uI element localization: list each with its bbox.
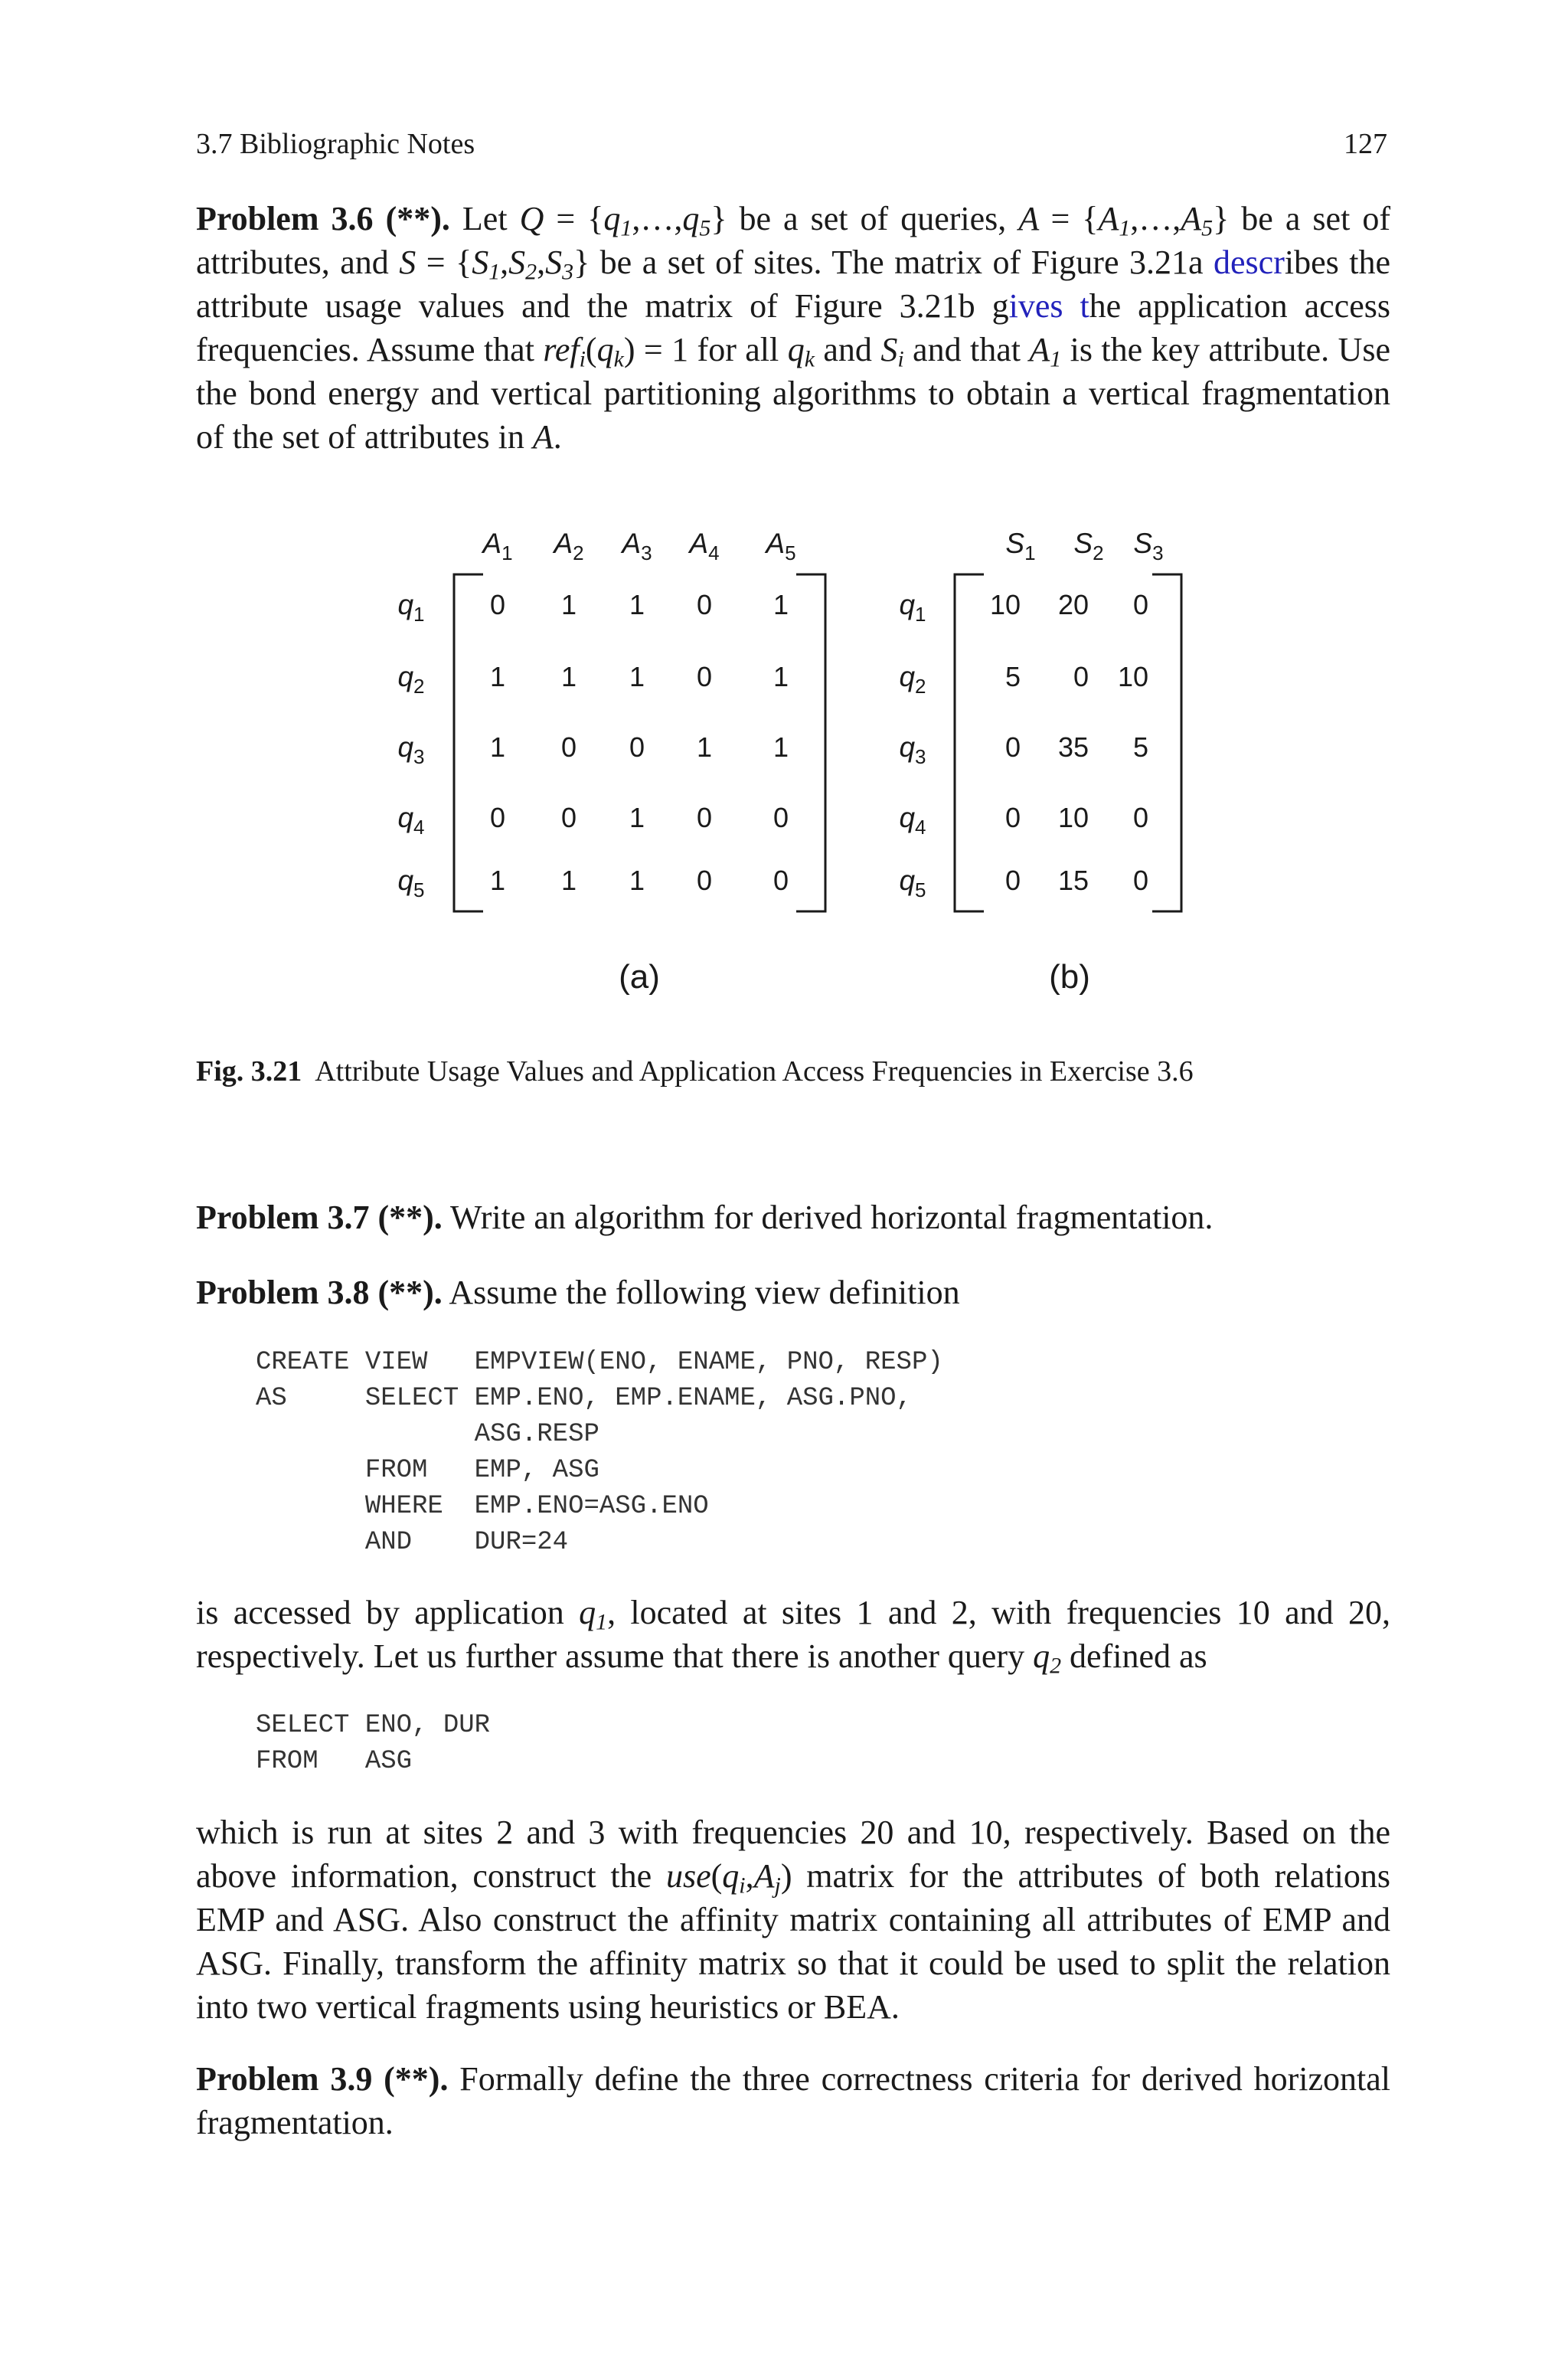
row-label: $q_2$ [397, 661, 425, 698]
matrix-bracket-left [454, 574, 483, 911]
matrix-cell: 0 [1132, 589, 1148, 620]
math-query-set: $Q = \{q_1,\dots,q_5\}$ [519, 200, 727, 241]
matrix-a [397, 528, 825, 996]
matrix-cell: 0 [489, 802, 506, 833]
section-title: 3.7 Bibliographic Notes [196, 128, 475, 160]
matrix-cell: 15 [1057, 865, 1089, 896]
matrix-cell: 1 [560, 865, 577, 896]
row-label: $q_1$ [397, 589, 425, 626]
matrix-cell: 0 [560, 802, 577, 833]
column-header: $A_1$ [482, 528, 513, 564]
figure-link-b[interactable]: ives t [1008, 287, 1089, 325]
matrix-bracket-right [796, 574, 825, 911]
row-label: $q_5$ [397, 865, 425, 901]
row-label: $q_2$ [899, 661, 926, 698]
column-header: $A_5$ [766, 528, 796, 564]
matrix-cell: 0 [560, 731, 577, 763]
code-view-definition: CREATE VIEW EMPVIEW(ENO, ENAME, PNO, RESP) AS SELECT EMP.ENO, EMP.ENAME, ASG.PNO, ASG.RESP FROM EMP, ASG WHERE EMP.ENO=ASG.ENO AND DUR=24 [256, 1348, 943, 1557]
figure-caption [196, 1052, 1194, 1091]
matrix-cell: 1 [629, 661, 645, 692]
page-number: 127 [1344, 128, 1387, 160]
matrix-b [899, 528, 1181, 996]
matrix-cell: 0 [489, 589, 506, 620]
matrix-bracket-left [955, 574, 984, 911]
row-label: $q_5$ [899, 865, 926, 901]
matrix-cell: 0 [1073, 661, 1089, 692]
matrix-cell: 10 [1117, 661, 1148, 692]
matrix-cell: 1 [773, 731, 789, 763]
matrix-cell: 1 [489, 661, 506, 692]
problem-3-8: Problem 3.8 (**). Assume the following view definition [196, 1274, 960, 1311]
matrix-cell: 1 [560, 661, 577, 692]
matrix-cell: 0 [1004, 731, 1021, 763]
row-label: $q_4$ [397, 802, 425, 839]
matrix-cell: 1 [489, 731, 506, 763]
figure-caption-text: Attribute Usage Values and Application Access Frequencies in Exercise 3.6 [315, 1055, 1194, 1088]
figure-link-a[interactable]: descr [1214, 244, 1285, 281]
matrix-cell: 1 [696, 731, 713, 763]
matrix-cell: 1 [629, 802, 645, 833]
matrix-cell: 5 [1132, 731, 1148, 763]
figure-caption-label: Fig. 3.21 [196, 1055, 302, 1088]
column-header: $A_3$ [622, 528, 652, 564]
matrix-cell: 0 [1132, 802, 1148, 833]
column-header: $S_3$ [1133, 528, 1164, 564]
matrix-cell: 1 [773, 589, 789, 620]
math-ref: $ref_i(q_k)$ [543, 331, 635, 372]
panel-label: (b) [1049, 958, 1090, 996]
matrix-cell: 0 [696, 865, 713, 896]
matrix-cell: 1 [560, 589, 577, 620]
matrix-cell: 5 [1004, 661, 1021, 692]
row-label: $q_3$ [397, 731, 425, 768]
matrix-cell: 0 [1004, 802, 1021, 833]
column-header: $A_2$ [554, 528, 584, 564]
matrix-cell: 1 [629, 865, 645, 896]
problem-label: Problem 3.8 (**). [196, 1274, 443, 1311]
problem-3-9: Problem 3.9 (**). Formally define the three correctness criteria for derived horizontal fragmentation. [196, 2060, 1390, 2141]
matrix-cell: 0 [696, 661, 713, 692]
column-header: $S_1$ [1005, 528, 1036, 564]
problem-3-8-paragraph-3: which is run at sites 2 and 3 with frequencies 20 and 10, respectively. Based on the above information, construct the $use(q_i,A_j)$ matrix for the attributes of both relations EMP and ASG. Also construct the affinity matrix containing all attributes of EMP and ASG. Finally, transform the affinity matrix so that it could be used to split the relation into two vertical fragments using heuristics or BEA. [196, 1814, 1391, 2026]
matrix-cell: 10 [1057, 802, 1089, 833]
matrix-cell: 35 [1057, 731, 1089, 763]
matrix-cell: 1 [489, 865, 506, 896]
matrix-bracket-right [1152, 574, 1181, 911]
matrix-cell: 10 [989, 589, 1021, 620]
matrix-cell: 0 [1004, 865, 1021, 896]
matrix-cell: 20 [1057, 589, 1089, 620]
problem-3-6: Problem 3.6 (**). Let $Q = \{q_1,\dots,q_5\}$ be a set of queries, $A = \{A_1,\dots,A_5\}$ be a set of attributes, and $S = \{S_1,S_2,S_3\}$ be a set of sites. The matrix of Figure 3.21a describes the attribute usage values and the matrix of Figure 3.21b gives the application access frequencies. Assume that $ref_i(q_k) = 1$ for all $q_k$ and $S_i$ and that $A_1$ is the key attribute. Use the bond energy and vertical partitioning algorithms to obtain a vertical fragmentation of the set of attributes in A. [196, 200, 1390, 456]
matrix-cell: 0 [773, 865, 789, 896]
matrix-cell: 1 [773, 661, 789, 692]
problem-3-8-paragraph-2: is accessed by application $q_1$, located at sites 1 and 2, with frequencies 10 and 20, respectively. Let us further assume that there is another query $q_2$ defined as [196, 1594, 1390, 1679]
code-query-q2: SELECT ENO, DUR FROM ASG [256, 1711, 491, 1776]
math-site-set: $S = \{S_1,S_2,S_3\}$ [399, 244, 590, 285]
matrix-cell: 0 [1132, 865, 1148, 896]
matrix-cell: 0 [629, 731, 645, 763]
row-label: $q_1$ [899, 589, 926, 626]
matrix-cell: 0 [696, 802, 713, 833]
matrix-cell: 1 [629, 589, 645, 620]
math-use-matrix: $use(q_i,A_j)$ [665, 1857, 792, 1899]
matrix-cell: 0 [773, 802, 789, 833]
column-header: $A_4$ [689, 528, 720, 564]
row-label: $q_4$ [899, 802, 926, 839]
math-attribute-set: $A = \{A_1,\dots,A_5\}$ [1018, 200, 1230, 241]
row-label: $q_3$ [899, 731, 926, 768]
problem-label: Problem 3.9 (**). [196, 2060, 449, 2098]
column-header: $S_2$ [1073, 528, 1104, 564]
problem-label: Problem 3.7 (**). [196, 1199, 443, 1236]
problem-3-7: Problem 3.7 (**). Write an algorithm for derived horizontal fragmentation. [196, 1199, 1214, 1236]
matrix-cell: 0 [696, 589, 713, 620]
panel-label: (a) [619, 958, 660, 996]
problem-label: Problem 3.6 (**). [196, 200, 450, 237]
